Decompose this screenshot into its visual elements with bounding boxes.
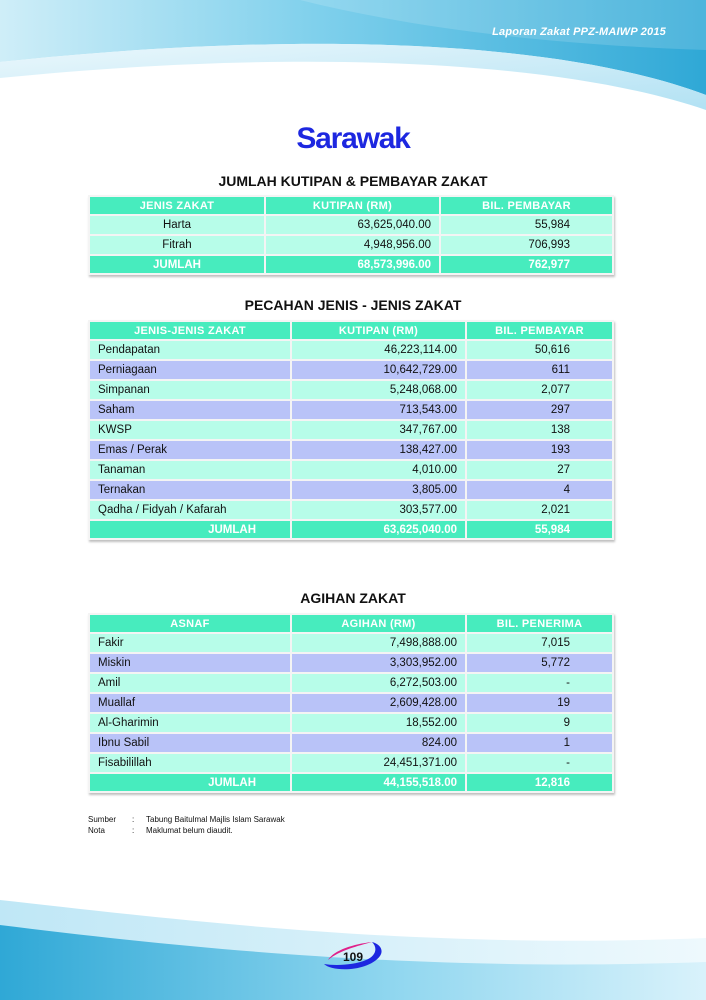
section-title-agihan: AGIHAN ZAKAT <box>300 590 406 606</box>
cell-pembayar: 2,077 <box>467 381 612 399</box>
table-row <box>90 481 612 499</box>
cell-jenis: Saham <box>90 401 290 419</box>
section-title-pecahan: PECAHAN JENIS - JENIS ZAKAT <box>244 297 462 313</box>
page-number: 109 <box>342 950 364 964</box>
cell-asnaf: Ibnu Sabil <box>90 734 290 752</box>
column-header: BIL. PENERIMA <box>467 615 612 632</box>
cell-pembayar: 611 <box>467 361 612 379</box>
cell-pembayar: 50,616 <box>467 341 612 359</box>
cell-kutipan: 303,577.00 <box>292 501 465 519</box>
column-header: KUTIPAN (RM) <box>292 322 465 339</box>
cell-asnaf: Amil <box>90 674 290 692</box>
total-pembayar: 762,977 <box>441 256 612 273</box>
table-row <box>90 714 612 732</box>
cell-agihan: 24,451,371.00 <box>292 754 465 772</box>
total-agihan: 44,155,518.00 <box>292 774 465 791</box>
cell-penerima: 9 <box>467 714 612 732</box>
cell-penerima: - <box>467 674 612 692</box>
total-pembayar: 55,984 <box>467 521 612 538</box>
table-row <box>90 654 612 672</box>
cell-agihan: 3,303,952.00 <box>292 654 465 672</box>
cell-kutipan: 5,248,068.00 <box>292 381 465 399</box>
cell-asnaf: Miskin <box>90 654 290 672</box>
table-row <box>90 694 612 712</box>
table-row <box>90 216 612 234</box>
table-row <box>90 236 612 254</box>
total-label: JUMLAH <box>90 774 290 791</box>
footnote-colon: : <box>132 826 135 835</box>
cell-jenis: Fitrah <box>90 236 264 254</box>
table-row <box>90 421 612 439</box>
cell-kutipan: 63,625,040.00 <box>266 216 439 234</box>
column-header: KUTIPAN (RM) <box>266 197 439 214</box>
cell-asnaf: Fisabilillah <box>90 754 290 772</box>
footnote-note <box>88 825 285 836</box>
total-row <box>90 774 612 791</box>
table-row <box>90 674 612 692</box>
footnote-colon: : <box>132 815 135 824</box>
cell-pembayar: 4 <box>467 481 612 499</box>
cell-agihan: 7,498,888.00 <box>292 634 465 652</box>
table-row <box>90 361 612 379</box>
page-title: Sarawak <box>296 122 410 155</box>
total-kutipan: 63,625,040.00 <box>292 521 465 538</box>
footnote-label: Nota <box>88 826 105 835</box>
table-header-row <box>90 615 612 632</box>
table-row <box>90 341 612 359</box>
footnote-text: Maklumat belum diaudit. <box>146 826 233 835</box>
total-label: JUMLAH <box>90 521 290 538</box>
cell-pembayar: 2,021 <box>467 501 612 519</box>
table-row <box>90 401 612 419</box>
total-row <box>90 521 612 538</box>
column-header: AGIHAN (RM) <box>292 615 465 632</box>
cell-jenis: Simpanan <box>90 381 290 399</box>
cell-penerima: 5,772 <box>467 654 612 672</box>
total-kutipan: 68,573,996.00 <box>266 256 439 273</box>
cell-penerima: 1 <box>467 734 612 752</box>
cell-kutipan: 4,948,956.00 <box>266 236 439 254</box>
cell-kutipan: 4,010.00 <box>292 461 465 479</box>
cell-penerima: 7,015 <box>467 634 612 652</box>
cell-asnaf: Al-Gharimin <box>90 714 290 732</box>
column-header: BIL. PEMBAYAR <box>441 197 612 214</box>
table-row <box>90 381 612 399</box>
cell-jenis: Qadha / Fidyah / Kafarah <box>90 501 290 519</box>
report-header: Laporan Zakat PPZ-MAIWP 2015 <box>492 26 666 38</box>
cell-jenis: Ternakan <box>90 481 290 499</box>
cell-jenis: Pendapatan <box>90 341 290 359</box>
cell-kutipan: 46,223,114.00 <box>292 341 465 359</box>
cell-penerima: 19 <box>467 694 612 712</box>
cell-pembayar: 297 <box>467 401 612 419</box>
cell-asnaf: Fakir <box>90 634 290 652</box>
table-header-row <box>90 197 612 214</box>
table-pecahan <box>88 320 614 540</box>
cell-kutipan: 347,767.00 <box>292 421 465 439</box>
table-row <box>90 734 612 752</box>
cell-jenis: Tanaman <box>90 461 290 479</box>
cell-kutipan: 10,642,729.00 <box>292 361 465 379</box>
total-penerima: 12,816 <box>467 774 612 791</box>
header-banner <box>0 0 706 110</box>
footnote-label: Sumber <box>88 815 117 824</box>
cell-pembayar: 193 <box>467 441 612 459</box>
column-header: BIL. PEMBAYAR <box>467 322 612 339</box>
column-header: JENIS-JENIS ZAKAT <box>90 322 290 339</box>
table-agihan <box>88 613 614 793</box>
table-row <box>90 441 612 459</box>
cell-jenis: KWSP <box>90 421 290 439</box>
cell-agihan: 824.00 <box>292 734 465 752</box>
total-row <box>90 256 612 273</box>
cell-jenis: Perniagaan <box>90 361 290 379</box>
table-header-row <box>90 322 612 339</box>
cell-jenis: Emas / Perak <box>90 441 290 459</box>
section-title-kutipan: JUMLAH KUTIPAN & PEMBAYAR ZAKAT <box>218 173 488 189</box>
table-row <box>90 754 612 772</box>
footnotes <box>88 814 285 836</box>
cell-pembayar: 55,984 <box>441 216 612 234</box>
cell-pembayar: 706,993 <box>441 236 612 254</box>
table-kutipan <box>88 195 614 275</box>
table-row <box>90 461 612 479</box>
table-row <box>90 634 612 652</box>
cell-agihan: 2,609,428.00 <box>292 694 465 712</box>
footnote-source <box>88 814 285 825</box>
cell-kutipan: 138,427.00 <box>292 441 465 459</box>
cell-pembayar: 27 <box>467 461 612 479</box>
column-header: ASNAF <box>90 615 290 632</box>
table-row <box>90 501 612 519</box>
cell-agihan: 18,552.00 <box>292 714 465 732</box>
total-label: JUMLAH <box>90 256 264 273</box>
column-header: JENIS ZAKAT <box>90 197 264 214</box>
cell-kutipan: 713,543.00 <box>292 401 465 419</box>
cell-agihan: 6,272,503.00 <box>292 674 465 692</box>
cell-penerima: - <box>467 754 612 772</box>
cell-kutipan: 3,805.00 <box>292 481 465 499</box>
footnote-text: Tabung Baitulmal Majlis Islam Sarawak <box>146 815 285 824</box>
cell-asnaf: Muallaf <box>90 694 290 712</box>
cell-jenis: Harta <box>90 216 264 234</box>
cell-pembayar: 138 <box>467 421 612 439</box>
